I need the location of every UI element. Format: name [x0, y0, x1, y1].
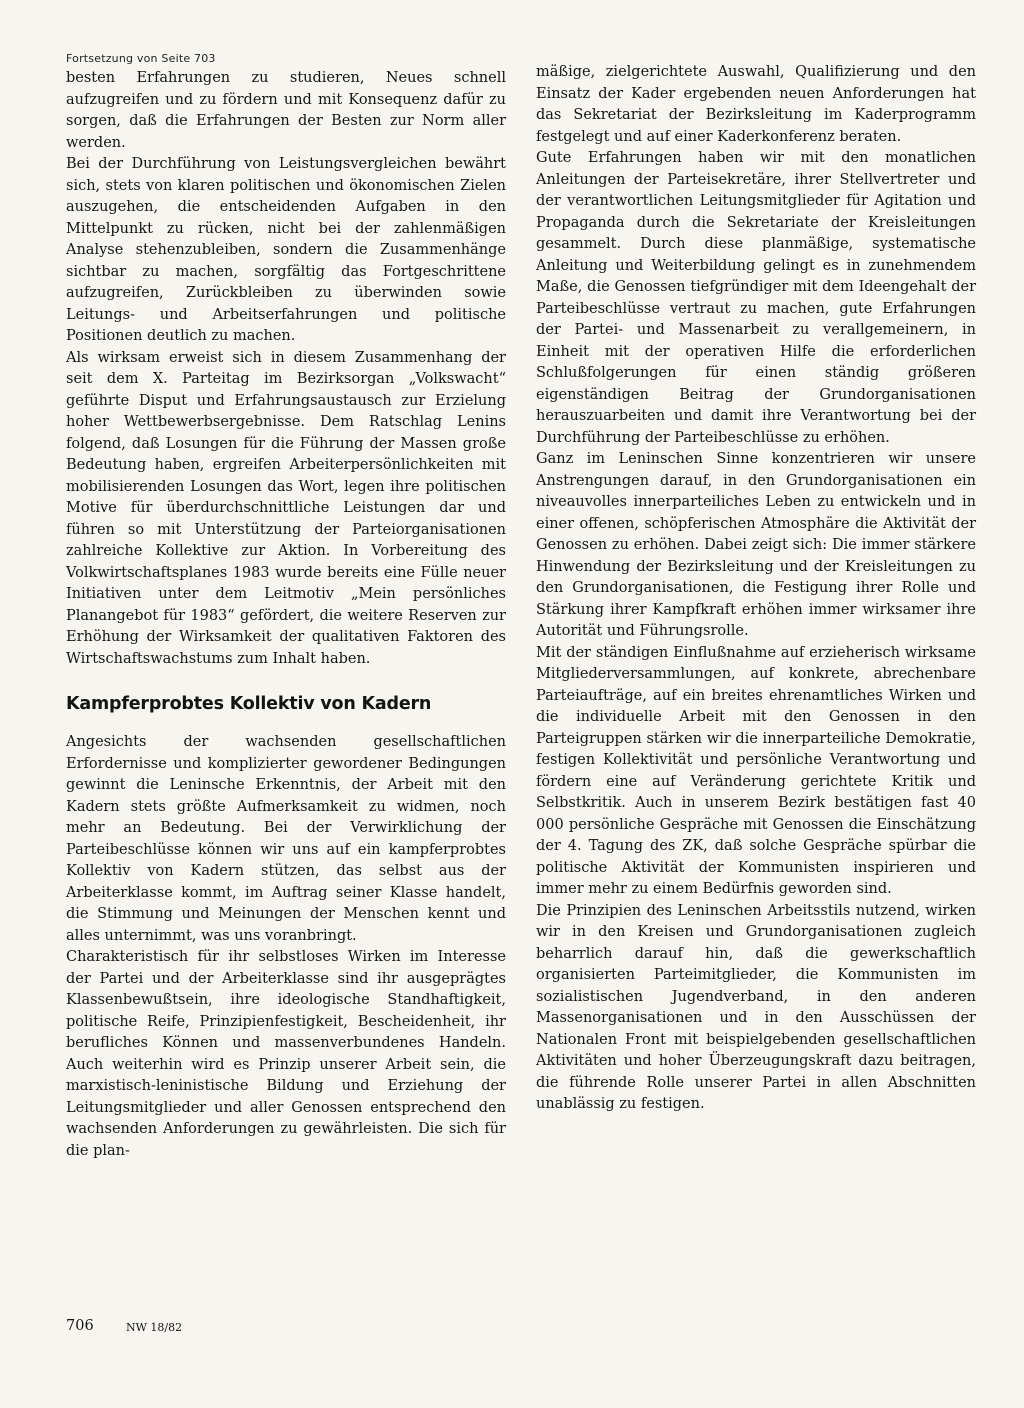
section-heading: Kampferprobtes Kollektiv von Kadern	[66, 694, 432, 714]
right-column	[536, 62, 976, 1116]
paragraph: Als wirksam erweist sich in diesem Zusammenhang der seit dem X. Parteitag im Bezirksorgan „Volkswacht“ geführte Disput und Erfahrungsaustausch zur Erzielung hoher Wettbewerbsergebnisse. Dem Ratschlag Lenins folgend, daß Losungen für die Führung der Massen große Bedeutung haben, ergreifen Arbeiterpersönlichkeiten mit mobilisierenden Losungen das Wort, legen ihre politischen Motive für überdurchschnittliche Leistungen dar und führen so mit Unterstützung der Parteiorganisationen zahlreiche Kollektive zur Aktion. In Vorbereitung des Volkwirtschaftsplanes 1983 wurde bereits eine Fülle neuer Initiativen unter dem Leitmotiv „Mein persönliches Planangebot für 1983“ gefördert, die weitere Reserven zur Erhöhung der Wirksamkeit der qualitativen Faktoren des Wirtschaftswachstums zum Inhalt haben.	[66, 349, 506, 667]
paragraph: Mit der ständigen Einflußnahme auf erzieherisch wirksame Mitgliederversammlungen, auf konkrete, abrechenbare Parteiaufträge, auf ein breites ehrenamtliches Wirken und die individuelle Arbeit mit den Genossen in den Parteigruppen stärken wir die innerparteiliche Demokratie, festigen Kollektivität und persönliche Verantwortung und fördern eine auf Veränderung gerichtete Kritik und Selbstkritik. Auch in unserem Bezirk bestätigen fast 40 000 persönliche Gespräche mit Genossen die Einschätzung der 4. Tagung des ZK, daß solche Gespräche spürbar die politische Aktivität der Kommunisten inspirieren und immer mehr zu einem Bedürfnis geworden sind.	[536, 644, 976, 897]
paragraph: Charakteristisch für ihr selbstloses Wirken im Interesse der Partei und der Arbeiterklasse sind ihr ausgeprägtes Klassenbewußtsein, ihre ideologische Standhaftigkeit, politische Reife, Prinzipienfestigkeit, Bescheidenheit, ihr berufliches Können und massenverbundenes Handeln. Auch weiterhin wird es Prinzip unserer Arbeit sein, die marxistisch-leninistische Bildung und Erziehung der Leitungsmitglieder und aller Genossen entsprechend den wachsenden Anforderungen zu gewährleisten. Die sich für die plan-	[66, 949, 506, 1159]
continuation-note: Fortsetzung von Seite 703	[66, 52, 216, 65]
paragraph: Ganz im Leninschen Sinne konzentrieren wir unsere Anstrengungen darauf, in den Grundorganisationen ein niveauvolles innerparteiliches Leben zu entwickeln und in einer offenen, schöpferischen Atmosphäre die Aktivität der Genossen zu erhöhen. Dabei zeigt sich: Die immer stärkere Hinwendung der Bezirksleitung und der Kreisleitungen zu den Grundorganisationen, die Festigung ihrer Rolle und Stärkung ihrer Kampfkraft erhöhen immer wirksamer ihre Autorität und Führungsrolle.	[536, 451, 976, 639]
issue-label: NW 18/82	[126, 1321, 183, 1334]
page-number: 706	[66, 1318, 94, 1334]
paragraph: mäßige, zielgerichtete Auswahl, Qualifizierung und den Einsatz der Kader ergebenden neuen Anforderungen hat das Sekretariat der Bezirksleitung im Kaderprogramm festgelegt und auf einer Kaderkonferenz beraten.	[536, 64, 976, 145]
paragraph: Die Prinzipien des Leninschen Arbeitsstils nutzend, wirken wir in den Kreisen und Grundorganisationen zugleich beharrlich darauf hin, daß die gewerkschaftlich organisierten Parteimitglieder, die Kommunisten im sozialistischen Jugendverband, in den anderen Massenorganisationen und in den Ausschüssen der Nationalen Front mit beispielgebenden gesellschaftlichen Aktivitäten und hoher Überzeugungskraft dazu beitragen, die führende Rolle unserer Partei in allen Abschnitten unablässig zu festigen.	[536, 902, 976, 1112]
paragraph: Bei der Durchführung von Leistungsvergleichen bewährt sich, stets von klaren politischen und ökonomischen Zielen auszugehen, die entscheidenden Aufgaben in den Mittelpunkt zu rücken, nicht bei der zahlenmäßigen Analyse stehenzubleiben, sondern die Zusammenhänge sichtbar zu machen, sorgfältig das Fortgeschrittene aufzugreifen, Zurückbleiben zu überwinden sowie Leitungs- und Arbeitserfahrungen und politische Positionen deutlich zu machen.	[66, 156, 506, 344]
left-column	[66, 68, 506, 1162]
paragraph: besten Erfahrungen zu studieren, Neues schnell aufzugreifen und zu fördern und mit Konsequenz dafür zu sorgen, daß die Erfahrungen der Besten zur Norm aller werden.	[66, 70, 506, 151]
paragraph: Angesichts der wachsenden gesellschaftlichen Erfordernisse und komplizierter gewordener Bedingungen gewinnt die Leninsche Erkenntnis, der Arbeit mit den Kadern stets größte Aufmerksamkeit zu widmen, noch mehr an Bedeutung. Bei der Verwirklichung der Parteibeschlüsse können wir uns auf ein kampferprobtes Kollektiv von Kadern stützen, das selbst aus der Arbeiterklasse kommt, im Auftrag seiner Klasse handelt, die Stimmung und Meinungen der Menschen kennt und alles unternimmt, was uns voranbringt.	[66, 734, 506, 944]
paragraph: Gute Erfahrungen haben wir mit den monatlichen Anleitungen der Parteisekretäre, ihrer Stellvertreter und der verantwortlichen Leitungsmitglieder für Agitation und Propaganda durch die Sekretariate der Kreisleitungen gesammelt. Durch diese planmäßige, systematische Anleitung und Weiterbildung gelingt es in zunehmendem Maße, die Genossen tiefgründiger mit dem Ideengehalt der Parteibeschlüsse vertraut zu machen, gute Erfahrungen der Partei- und Massenarbeit zu verallgemeinern, in Einheit mit der operativen Hilfe die erforderlichen Schlußfolgerungen für einen ständig größeren eigenständigen Beitrag der Grundorganisationen herauszuarbeiten und damit ihre Verantwortung bei der Durchführung der Parteibeschlüsse zu erhöhen.	[536, 150, 976, 446]
